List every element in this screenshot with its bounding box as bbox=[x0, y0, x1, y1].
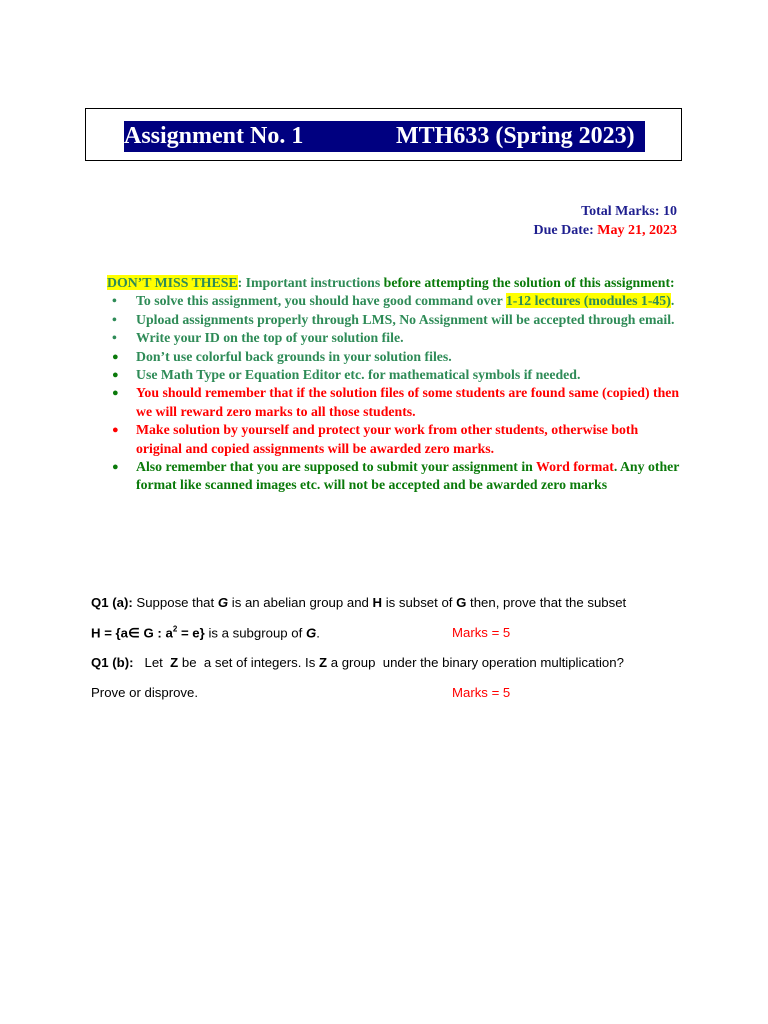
title-highlight bbox=[124, 121, 645, 152]
instruction-text: Don’t use colorful back grounds in your solution files. bbox=[136, 348, 452, 364]
important-label: Important instructions bbox=[245, 275, 384, 290]
heading-colon: : bbox=[237, 275, 246, 290]
dont-miss-label: DON’T MISS THESE bbox=[107, 275, 238, 290]
instruction-text: To solve this assignment, you should have good command over bbox=[136, 293, 506, 309]
instruction-item bbox=[107, 311, 687, 329]
due-date bbox=[534, 221, 677, 240]
q1b-text: be a set of integers. Is bbox=[178, 655, 319, 670]
q1b-text: Let bbox=[133, 655, 171, 670]
instruction-text: You should remember that if the solution files of some students are found same (copied) then we will reward zero marks to all those students. bbox=[136, 385, 680, 419]
q1b-line2 bbox=[91, 685, 611, 700]
marks-block bbox=[534, 202, 677, 240]
symbol-g: G bbox=[305, 625, 317, 641]
instruction-item bbox=[107, 348, 687, 366]
bullet-icon: ● bbox=[112, 424, 119, 437]
symbol-g: G bbox=[217, 595, 229, 610]
symbol-z: Z bbox=[170, 655, 179, 670]
bullet-icon: ● bbox=[112, 387, 119, 400]
q1b-marks: Marks = 5 bbox=[452, 685, 511, 700]
q1b-line1 bbox=[91, 655, 624, 670]
q1a-text: Suppose that bbox=[132, 595, 218, 610]
bullet-icon: • bbox=[112, 330, 117, 346]
instruction-text-end: . bbox=[670, 293, 675, 309]
bullet-icon: ● bbox=[112, 461, 119, 474]
q1a-dot: . bbox=[316, 625, 320, 641]
title-box bbox=[85, 108, 682, 161]
due-date-label: Due Date: bbox=[533, 223, 598, 238]
instruction-item bbox=[107, 384, 687, 421]
q1a-text: is subset of bbox=[382, 595, 457, 610]
q1a-text: then, prove that the subset bbox=[466, 595, 627, 610]
bullet-icon: • bbox=[112, 311, 117, 327]
instruction-list bbox=[107, 292, 687, 494]
instruction-text: Write your ID on the top of your solution file. bbox=[136, 330, 404, 346]
instruction-text: Use Math Type or Equation Editor etc. for mathematical symbols if needed. bbox=[136, 367, 581, 383]
instructions bbox=[107, 274, 687, 495]
total-marks-value: 10 bbox=[663, 204, 677, 219]
assignment-title: Assignment No. 1 bbox=[124, 123, 304, 149]
q1b-label: Q1 (b): bbox=[91, 655, 134, 670]
q1a-label: Q1 (a): bbox=[91, 595, 133, 610]
set-definition: H = {a∈ G : a bbox=[91, 625, 173, 641]
instruction-item bbox=[107, 329, 687, 347]
instructions-heading bbox=[107, 274, 687, 292]
instruction-item bbox=[107, 421, 687, 458]
q1a-text: is a subgroup of bbox=[204, 625, 306, 641]
bullet-icon: ● bbox=[112, 369, 119, 382]
q1a-line2 bbox=[91, 625, 611, 641]
q1a-text: is an abelian group and bbox=[228, 595, 373, 610]
bullet-icon: ● bbox=[112, 350, 119, 363]
q1a-marks: Marks = 5 bbox=[452, 625, 511, 640]
exponent: 2 bbox=[172, 625, 178, 634]
instruction-text-end: . Any other format like scanned images etc. will not be accepted and be awarded zero marks bbox=[136, 459, 680, 493]
before-label: before attempting the solution of this assignment: bbox=[383, 275, 675, 290]
instruction-text: Also remember that you are supposed to submit your assignment in bbox=[136, 459, 537, 475]
q1b-text: a group under the binary operation multiplication? bbox=[327, 655, 624, 670]
q1a-line1 bbox=[91, 595, 626, 610]
instruction-text: Upload assignments properly through LMS, No Assignment will be accepted through email. bbox=[136, 311, 675, 327]
total-marks-label: Total Marks: bbox=[581, 204, 663, 219]
due-date-value: May 21, 2023 bbox=[597, 223, 677, 238]
set-definition-end: = e} bbox=[177, 625, 205, 641]
word-format-label: Word format bbox=[536, 459, 614, 475]
symbol-h: H bbox=[372, 595, 383, 610]
instruction-item bbox=[107, 458, 687, 495]
course-title: MTH633 (Spring 2023) bbox=[396, 123, 635, 149]
bullet-icon: • bbox=[112, 293, 117, 309]
lectures-highlight: 1-12 lectures (modules 1-45) bbox=[505, 293, 671, 309]
total-marks bbox=[534, 202, 677, 221]
instruction-text: Make solution by yourself and protect your work from other students, otherwise both original and copied assignments will be awarded zero marks. bbox=[136, 422, 639, 456]
prove-text: Prove or disprove. bbox=[91, 685, 199, 700]
symbol-z: Z bbox=[318, 655, 328, 670]
instruction-item bbox=[107, 366, 687, 384]
instruction-item bbox=[107, 292, 687, 310]
symbol-g: G bbox=[456, 595, 467, 610]
